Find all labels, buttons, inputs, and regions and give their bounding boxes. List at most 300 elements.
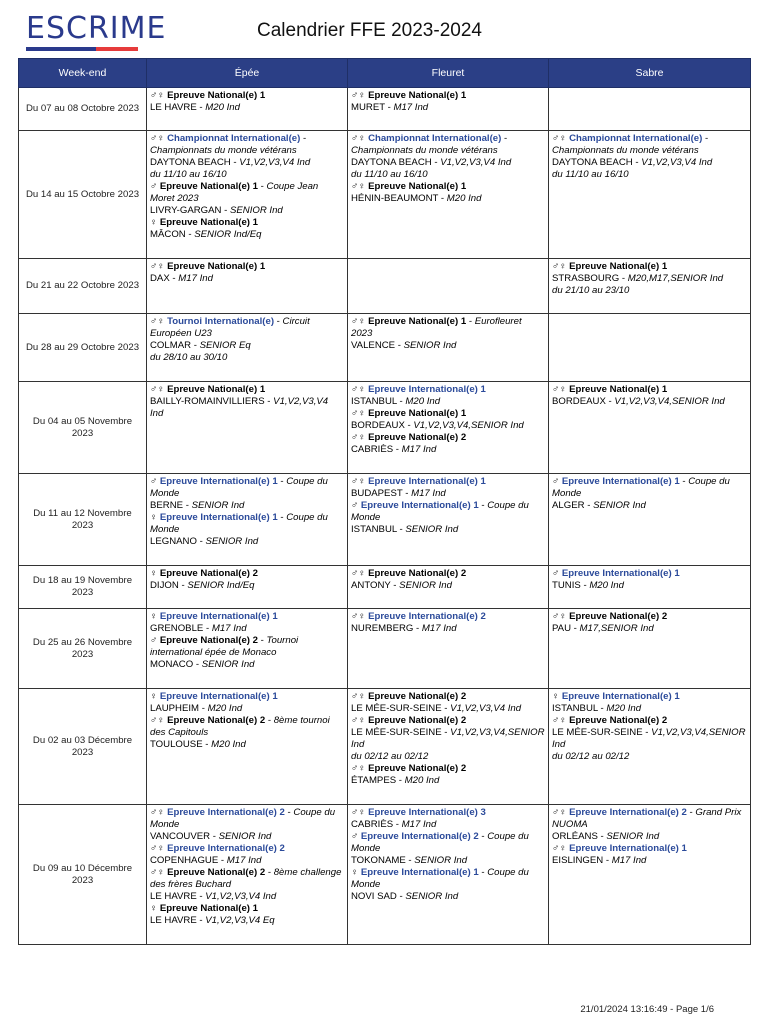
event-entry: ♂♀ Epreuve International(e) 2 NUREMBERG - M17 Ind (351, 611, 486, 634)
event-category: M17 Ind (393, 102, 429, 113)
gender-icon: ♂ (150, 476, 158, 487)
logo-wordmark: ESCRIME (26, 11, 167, 46)
event-dates: du 11/10 au 16/10 (552, 169, 629, 180)
event-title: Epreuve International(e) 2 (368, 611, 486, 622)
gender-icon: ♂ (150, 181, 158, 192)
event-entry: ♂♀ Epreuve International(e) 1 BUDAPEST - M17 Ind (351, 476, 486, 499)
event-subtitle: Championnats du monde vétérans (351, 145, 498, 156)
event-title: Epreuve International(e) 3 (368, 807, 486, 818)
gender-icon: ♂ (552, 568, 560, 579)
event-subtitle: Eurofleuret 2023 (351, 316, 522, 339)
table-row (19, 382, 751, 474)
event-category: SENIOR Ind (399, 580, 452, 591)
event-location: TOKONAME (351, 855, 406, 866)
event-title: Epreuve International(e) 2 (167, 843, 285, 854)
event-category: M20 Ind (211, 739, 246, 750)
sabre-cell (549, 314, 751, 382)
event-location: CABRIÈS (351, 444, 394, 455)
event-location: GRENOBLE (150, 623, 204, 634)
event-entry: ♀ Epreuve International(e) 1 GRENOBLE - M17 Ind (150, 611, 278, 634)
epee-cell (147, 131, 348, 259)
event-entry: ♂♀ Epreuve National(e) 2 ANTONY - SENIOR Ind (351, 568, 467, 591)
event-dates: du 02/12 au 02/12 (351, 751, 429, 762)
calendar-table (18, 58, 751, 945)
weekend-cell: Du 07 au 08 Octobre 2023 (19, 88, 147, 131)
event-location: DAX (150, 273, 170, 284)
event-category: SENIOR Ind (606, 831, 660, 842)
event-category: SENIOR Ind (205, 536, 259, 547)
weekend-cell: Du 18 au 19 Novembre 2023 (19, 566, 147, 609)
event-subtitle: Coupe du Monde (351, 831, 529, 854)
event-location: BAILLY-ROMAINVILLIERS (150, 396, 265, 407)
weekend-cell: Du 28 au 29 Octobre 2023 (19, 314, 147, 382)
gender-icon: ♂♀ (150, 715, 165, 726)
gender-icon: ♂ (351, 831, 359, 842)
event-category: SENIOR Ind/Eq (187, 580, 255, 591)
table-row (19, 131, 751, 259)
event-subtitle: Coupe du Monde (150, 512, 328, 535)
gender-icon: ♂♀ (150, 90, 165, 101)
event-location: BUDAPEST (351, 488, 403, 499)
column-header-epee: Épée (147, 59, 348, 88)
fleuret-cell (348, 259, 549, 314)
event-title: Epreuve National(e) 1 (368, 181, 467, 192)
sabre-cell (549, 566, 751, 609)
gender-icon: ♂♀ (150, 384, 165, 395)
event-location: LAUPHEIM (150, 703, 200, 714)
event-category: V1,V2,V3,V4 Eq (205, 915, 275, 926)
gender-icon: ♂♀ (351, 316, 366, 327)
event-entry: ♂♀ Epreuve National(e) 2 ÉTAMPES - M20 Ind (351, 763, 467, 786)
event-category: M17 Ind (611, 855, 647, 866)
weekend-cell: Du 11 au 12 Novembre 2023 (19, 474, 147, 566)
gender-icon: ♂♀ (351, 715, 366, 726)
event-title: Epreuve National(e) 2 (159, 568, 258, 579)
table-row (19, 314, 751, 382)
event-category: M20,M17,SENIOR Ind (627, 273, 724, 284)
event-title: Epreuve National(e) 2 (569, 611, 668, 622)
event-location: BORDEAUX (552, 396, 606, 407)
sabre-cell (549, 805, 751, 945)
event-category: SENIOR Ind (218, 831, 272, 842)
event-category: V1,V2,V3,V4 Ind (150, 396, 329, 419)
event-entry: ♀ Epreuve International(e) 1 - Coupe du Monde LEGNANO - SENIOR Ind (150, 512, 328, 547)
event-entry: ♂♀ Epreuve National(e) 2 LE MÉE-SUR-SEINE - V1,V2,V3,V4 Ind (351, 691, 522, 714)
event-category: M17 Ind (411, 488, 446, 499)
event-entry: ♀ Epreuve National(e) 1 LE HAVRE - V1,V2,V3,V4 Eq (150, 903, 275, 926)
event-subtitle: Tournoi international épée de Monaco (150, 635, 299, 658)
event-entry: ♂♀ Epreuve National(e) 2 CABRIÈS - M17 Ind (351, 432, 467, 455)
event-location: LE HAVRE (150, 891, 197, 902)
gender-icon: ♂♀ (150, 316, 165, 327)
gender-icon: ♂♀ (351, 568, 366, 579)
event-location: NOVI SAD (351, 891, 397, 902)
gender-icon: ♂♀ (351, 90, 366, 101)
fleuret-cell (348, 609, 549, 689)
event-entry: ♂♀ Epreuve National(e) 1 BORDEAUX - V1,V2,V3,V4,SENIOR Ind (552, 384, 725, 407)
sabre-cell (549, 382, 751, 474)
event-title: Epreuve National(e) 2 (368, 568, 467, 579)
gender-icon: ♂♀ (351, 384, 366, 395)
event-entry: ♂♀ Epreuve National(e) 1 LE HAVRE - M20 Ind (150, 90, 266, 113)
gender-icon: ♀ (150, 611, 158, 622)
event-entry: ♂♀ Championnat International(e) - Championnats du monde vétérans DAYTONA BEACH - V1,V2,V3,V4 Ind du 11/10 au 16/10 (351, 133, 512, 180)
weekend-cell: Du 09 au 10 Décembre 2023 (19, 805, 147, 945)
event-category: M20 Ind (606, 703, 642, 714)
event-category: V1,V2,V3,V4 Ind (641, 157, 713, 168)
page-footer-timestamp: 21/01/2024 13:16:49 - Page 1/6 (580, 1004, 714, 1015)
epee-cell (147, 259, 348, 314)
event-title: Epreuve International(e) 1 (360, 500, 479, 511)
event-title: Championnat International(e) (368, 133, 502, 144)
event-location: LE MÉE-SUR-SEINE (552, 727, 643, 738)
event-category: M20 Ind (446, 193, 482, 204)
fleuret-cell (348, 131, 549, 259)
gender-icon: ♂♀ (150, 261, 165, 272)
gender-icon: ♂♀ (552, 715, 567, 726)
event-entry: ♂♀ Epreuve National(e) 1 BAILLY-ROMAINVILLIERS - V1,V2,V3,V4 Ind (150, 384, 329, 419)
event-category: SENIOR Ind (405, 891, 459, 902)
logo-underline-blue (26, 47, 96, 51)
event-location: PAU (552, 623, 572, 634)
event-category: M17,SENIOR Ind (579, 623, 654, 634)
weekend-cell: Du 04 au 05 Novembre 2023 (19, 382, 147, 474)
table-row (19, 474, 751, 566)
epee-cell (147, 88, 348, 131)
sabre-cell (549, 609, 751, 689)
fleuret-cell (348, 314, 549, 382)
event-location: STRASBOURG (552, 273, 620, 284)
event-location: DIJON (150, 580, 179, 591)
epee-cell (147, 689, 348, 805)
event-entry: ♂♀ Epreuve International(e) 3 CABRIÈS - M17 Ind (351, 807, 486, 830)
table-header-row (19, 59, 751, 88)
epee-cell (147, 314, 348, 382)
event-location: VALENCE (351, 340, 396, 351)
event-category: M17 Ind (421, 623, 457, 634)
event-category: M17 Ind (178, 273, 213, 284)
event-category: M20 Ind (589, 580, 624, 591)
table-row (19, 689, 751, 805)
event-entry: ♂ Epreuve International(e) 1 - Coupe du Monde ALGER - SENIOR Ind (552, 476, 730, 511)
event-dates: du 11/10 au 16/10 (351, 169, 428, 180)
gender-icon: ♂♀ (552, 807, 567, 818)
event-location: NUREMBERG (351, 623, 414, 634)
event-title: Tournoi International(e) (167, 316, 275, 327)
event-location: LE MÉE-SUR-SEINE (351, 703, 442, 714)
event-title: Epreuve National(e) 1 (159, 181, 258, 192)
event-category: M20 Ind (405, 396, 441, 407)
gender-icon: ♀ (150, 903, 158, 914)
event-category: SENIOR Ind (593, 500, 646, 511)
event-category: M20 Ind (207, 703, 243, 714)
event-location: ORLÉANS (552, 831, 598, 842)
column-header-fleuret: Fleuret (348, 59, 549, 88)
event-title: Epreuve International(e) 1 (159, 611, 278, 622)
event-category: SENIOR Ind (191, 500, 245, 511)
event-category: SENIOR Ind (403, 340, 457, 351)
event-title: Championnat International(e) (569, 133, 703, 144)
event-location: DAYTONA BEACH (351, 157, 432, 168)
gender-icon: ♂♀ (150, 867, 165, 878)
event-category: M17 Ind (401, 444, 437, 455)
event-entry: ♂ Epreuve International(e) 1 TUNIS - M20 Ind (552, 568, 680, 591)
event-location: EISLINGEN (552, 855, 604, 866)
gender-icon: ♀ (150, 568, 158, 579)
sabre-cell (549, 131, 751, 259)
event-entry: ♂♀ Epreuve National(e) 2 - 8ème challenge des frères Buchard LE HAVRE - V1,V2,V3,V4 Ind (150, 867, 342, 902)
event-title: Epreuve International(e) 1 (561, 568, 680, 579)
event-title: Epreuve International(e) 1 (159, 512, 278, 523)
event-title: Epreuve National(e) 1 (569, 261, 668, 272)
event-entry: ♂ Epreuve International(e) 2 - Coupe du Monde TOKONAME - SENIOR Ind (351, 831, 529, 866)
event-title: Epreuve International(e) 2 (360, 831, 479, 842)
gender-icon: ♀ (552, 691, 560, 702)
table-row (19, 259, 751, 314)
gender-icon: ♂♀ (552, 261, 567, 272)
event-location: MÂCON (150, 229, 186, 240)
event-location: MURET (351, 102, 385, 113)
event-subtitle: Coupe du Monde (351, 867, 529, 890)
event-location: LE HAVRE (150, 915, 197, 926)
gender-icon: ♂♀ (351, 408, 366, 419)
event-subtitle: Coupe du Monde (552, 476, 730, 499)
event-entry: ♂♀ Epreuve National(e) 1 STRASBOURG - M20,M17,SENIOR Ind du 21/10 au 23/10 (552, 261, 724, 296)
gender-icon: ♂♀ (351, 133, 366, 144)
event-entry: ♂ Epreuve International(e) 1 - Coupe du Monde ISTANBUL - SENIOR Ind (351, 500, 529, 535)
event-title: Epreuve National(e) 1 (368, 408, 467, 419)
event-entry: ♂ Epreuve National(e) 2 - Tournoi international épée de Monaco MONACO - SENIOR Ind (150, 635, 299, 670)
event-category: SENIOR Eq (199, 340, 251, 351)
event-title: Epreuve National(e) 1 (159, 217, 258, 228)
event-title: Epreuve International(e) 1 (159, 691, 278, 702)
event-entry: ♂♀ Epreuve National(e) 1 BORDEAUX - V1,V2,V3,V4,SENIOR Ind (351, 408, 524, 431)
fleuret-cell (348, 382, 549, 474)
event-category: M17 Ind (226, 855, 262, 866)
event-entry: ♂♀ Epreuve International(e) 2 - Grand Prix NUOMA ORLÉANS - SENIOR Ind (552, 807, 742, 842)
fleuret-cell (348, 805, 549, 945)
event-category: SENIOR Ind (414, 855, 468, 866)
event-location: TOULOUSE (150, 739, 203, 750)
event-subtitle: 8ème challenge des frères Buchard (150, 867, 342, 890)
epee-cell (147, 566, 348, 609)
event-title: Epreuve National(e) 2 (368, 691, 467, 702)
gender-icon: ♂ (150, 635, 158, 646)
table-row (19, 566, 751, 609)
event-subtitle: 8ème tournoi des Capitouls (150, 715, 330, 738)
event-location: TUNIS (552, 580, 581, 591)
event-entry: ♂♀ Epreuve National(e) 1 HÉNIN-BEAUMONT - M20 Ind (351, 181, 482, 204)
event-location: MONACO (150, 659, 194, 670)
event-location: ANTONY (351, 580, 391, 591)
event-title: Epreuve National(e) 2 (167, 867, 266, 878)
gender-icon: ♂♀ (150, 133, 165, 144)
event-entry: ♂♀ Epreuve National(e) 1 - Eurofleuret 2023 VALENCE - SENIOR Ind (351, 316, 522, 351)
event-subtitle: Grand Prix NUOMA (552, 807, 742, 830)
page-title: Calendrier FFE 2023-2024 (257, 20, 482, 41)
sabre-cell (549, 88, 751, 131)
event-title: Epreuve International(e) 2 (167, 807, 285, 818)
event-entry: ♂♀ Epreuve International(e) 2 - Coupe du Monde VANCOUVER - SENIOR Ind (150, 807, 336, 842)
event-title: Epreuve National(e) 2 (159, 635, 258, 646)
gender-icon: ♂♀ (351, 432, 366, 443)
event-location: ISTANBUL (351, 524, 397, 535)
event-category: V1,V2,V3,V4,SENIOR Ind (552, 727, 746, 750)
epee-cell (147, 805, 348, 945)
event-title: Epreuve National(e) 2 (569, 715, 668, 726)
event-title: Epreuve National(e) 1 (368, 316, 467, 327)
event-entry: ♀ Epreuve International(e) 1 LAUPHEIM - M20 Ind (150, 691, 278, 714)
event-category: V1,V2,V3,V4 Ind (440, 157, 512, 168)
gender-icon: ♂♀ (552, 133, 567, 144)
event-title: Epreuve National(e) 1 (368, 90, 467, 101)
event-entry: ♂♀ Epreuve National(e) 2 - 8ème tournoi des Capitouls TOULOUSE - M20 Ind (150, 715, 330, 750)
gender-icon: ♀ (150, 691, 158, 702)
gender-icon: ♀ (351, 867, 359, 878)
gender-icon: ♂♀ (552, 843, 567, 854)
event-title: Epreuve International(e) 1 (569, 843, 687, 854)
event-entry: ♂♀ Epreuve National(e) 2 LE MÉE-SUR-SEINE - V1,V2,V3,V4,SENIOR Ind du 02/12 au 02/12 (552, 715, 746, 762)
gender-icon: ♂♀ (351, 181, 366, 192)
event-subtitle: Coupe du Monde (150, 807, 336, 830)
sabre-cell (549, 259, 751, 314)
escrime-logo (26, 11, 167, 50)
event-entry: ♂♀ Epreuve International(e) 1 EISLINGEN - M17 Ind (552, 843, 687, 866)
event-entry: ♂♀ Epreuve National(e) 2 LE MÉE-SUR-SEINE - V1,V2,V3,V4,SENIOR Ind du 02/12 au 02/12 (351, 715, 545, 762)
gender-icon: ♂♀ (351, 763, 366, 774)
event-location: BERNE (150, 500, 184, 511)
event-entry: ♂♀ Epreuve National(e) 1 MURET - M17 Ind (351, 90, 467, 113)
event-location: COPENHAGUE (150, 855, 219, 866)
event-entry: ♂♀ Epreuve International(e) 1 ISTANBUL - M20 Ind (351, 384, 486, 407)
weekend-cell: Du 25 au 26 Novembre 2023 (19, 609, 147, 689)
event-entry: ♀ Epreuve International(e) 1 ISTANBUL - M20 Ind (552, 691, 680, 714)
event-category: M20 Ind (205, 102, 240, 113)
gender-icon: ♂♀ (552, 384, 567, 395)
event-location: DAYTONA BEACH (552, 157, 633, 168)
table-row (19, 805, 751, 945)
event-title: Epreuve National(e) 1 (159, 903, 258, 914)
event-subtitle: Circuit Européen U23 (150, 316, 310, 339)
event-subtitle: Championnats du monde vétérans (552, 145, 699, 156)
sabre-cell (549, 474, 751, 566)
event-dates: du 11/10 au 16/10 (150, 169, 227, 180)
event-entry: ♂♀ Tournoi International(e) - Circuit Européen U23 COLMAR - SENIOR Eq du 28/10 au 30/10 (150, 316, 310, 363)
fleuret-cell (348, 88, 549, 131)
event-subtitle: Coupe Jean Moret 2023 (150, 181, 319, 204)
event-location: VANCOUVER (150, 831, 211, 842)
fleuret-cell (348, 689, 549, 805)
gender-icon: ♂♀ (150, 843, 165, 854)
table-row (19, 609, 751, 689)
gender-icon: ♂ (552, 476, 560, 487)
event-location: ALGER (552, 500, 585, 511)
event-dates: du 28/10 au 30/10 (150, 352, 228, 363)
event-title: Epreuve International(e) 1 (368, 476, 486, 487)
event-location: BORDEAUX (351, 420, 405, 431)
event-entry: ♂♀ Championnat International(e) - Championnats du monde vétérans DAYTONA BEACH - V1,V2,V3,V4 Ind du 11/10 au 16/10 (150, 133, 311, 180)
event-title: Epreuve International(e) 2 (569, 807, 687, 818)
table-row (19, 88, 751, 131)
epee-cell (147, 609, 348, 689)
event-category: V1,V2,V3,V4,SENIOR Ind (413, 420, 524, 431)
event-location: COLMAR (150, 340, 192, 351)
event-entry: ♂ Epreuve International(e) 1 - Coupe du Monde BERNE - SENIOR Ind (150, 476, 328, 511)
gender-icon: ♂♀ (351, 611, 366, 622)
event-title: Epreuve National(e) 1 (167, 90, 266, 101)
event-category: V1,V2,V3,V4 Ind (239, 157, 311, 168)
logo-underline-red (96, 47, 138, 51)
event-subtitle: Coupe du Monde (150, 476, 328, 499)
gender-icon: ♂♀ (351, 691, 366, 702)
event-title: Epreuve National(e) 2 (368, 763, 467, 774)
event-category: M17 Ind (211, 623, 247, 634)
gender-icon: ♂♀ (552, 611, 567, 622)
event-dates: du 21/10 au 23/10 (552, 285, 630, 296)
event-title: Epreuve National(e) 1 (569, 384, 668, 395)
event-entry: ♂♀ Epreuve International(e) 2 COPENHAGUE - M17 Ind (150, 843, 285, 866)
gender-icon: ♂♀ (351, 476, 366, 487)
gender-icon: ♂♀ (351, 807, 366, 818)
event-location: LEGNANO (150, 536, 197, 547)
event-location: HÉNIN-BEAUMONT (351, 193, 439, 204)
event-category: SENIOR Ind/Eq (194, 229, 262, 240)
event-location: ISTANBUL (351, 396, 397, 407)
event-entry: ♀ Epreuve National(e) 2 DIJON - SENIOR Ind/Eq (150, 568, 258, 591)
weekend-cell: Du 02 au 03 Décembre 2023 (19, 689, 147, 805)
epee-cell (147, 474, 348, 566)
event-location: DAYTONA BEACH (150, 157, 231, 168)
event-title: Epreuve International(e) 1 (368, 384, 486, 395)
event-category: V1,V2,V3,V4 Ind (205, 891, 277, 902)
event-category: V1,V2,V3,V4,SENIOR Ind (351, 727, 545, 750)
gender-icon: ♂♀ (150, 807, 165, 818)
epee-cell (147, 382, 348, 474)
event-title: Epreuve National(e) 2 (368, 432, 467, 443)
column-header-weekend: Week-end (19, 59, 147, 88)
event-title: Epreuve International(e) 1 (561, 691, 680, 702)
event-entry: ♂♀ Epreuve National(e) 1 DAX - M17 Ind (150, 261, 266, 284)
event-entry: ♂ Epreuve National(e) 1 - Coupe Jean Moret 2023 LIVRY-GARGAN - SENIOR Ind (150, 181, 319, 216)
event-title: Epreuve National(e) 2 (167, 715, 266, 726)
event-title: Epreuve National(e) 1 (167, 384, 266, 395)
gender-icon: ♀ (150, 512, 158, 523)
sabre-cell (549, 689, 751, 805)
fleuret-cell (348, 566, 549, 609)
event-entry: ♂♀ Championnat International(e) - Championnats du monde vétérans DAYTONA BEACH - V1,V2,V3,V4 Ind du 11/10 au 16/10 (552, 133, 713, 180)
event-category: SENIOR Ind (201, 659, 255, 670)
event-category: SENIOR Ind (405, 524, 459, 535)
fleuret-cell (348, 474, 549, 566)
gender-icon: ♂ (351, 500, 359, 511)
event-location: LE HAVRE (150, 102, 197, 113)
event-category: SENIOR Ind (229, 205, 283, 216)
event-category: M20 Ind (404, 775, 440, 786)
event-entry: ♀ Epreuve National(e) 1 MÂCON - SENIOR Ind/Eq (150, 217, 262, 240)
event-location: ÉTAMPES (351, 775, 397, 786)
event-title: Epreuve National(e) 1 (167, 261, 266, 272)
event-entry: ♀ Epreuve International(e) 1 - Coupe du Monde NOVI SAD - SENIOR Ind (351, 867, 529, 902)
weekend-cell: Du 21 au 22 Octobre 2023 (19, 259, 147, 314)
gender-icon: ♀ (150, 217, 158, 228)
event-title: Epreuve International(e) 1 (159, 476, 278, 487)
event-category: V1,V2,V3,V4,SENIOR Ind (614, 396, 725, 407)
event-location: LE MÉE-SUR-SEINE (351, 727, 442, 738)
event-entry: ♂♀ Epreuve National(e) 2 PAU - M17,SENIOR Ind (552, 611, 668, 634)
event-title: Epreuve International(e) 1 (561, 476, 680, 487)
event-subtitle: Championnats du monde vétérans (150, 145, 297, 156)
event-location: ISTANBUL (552, 703, 598, 714)
